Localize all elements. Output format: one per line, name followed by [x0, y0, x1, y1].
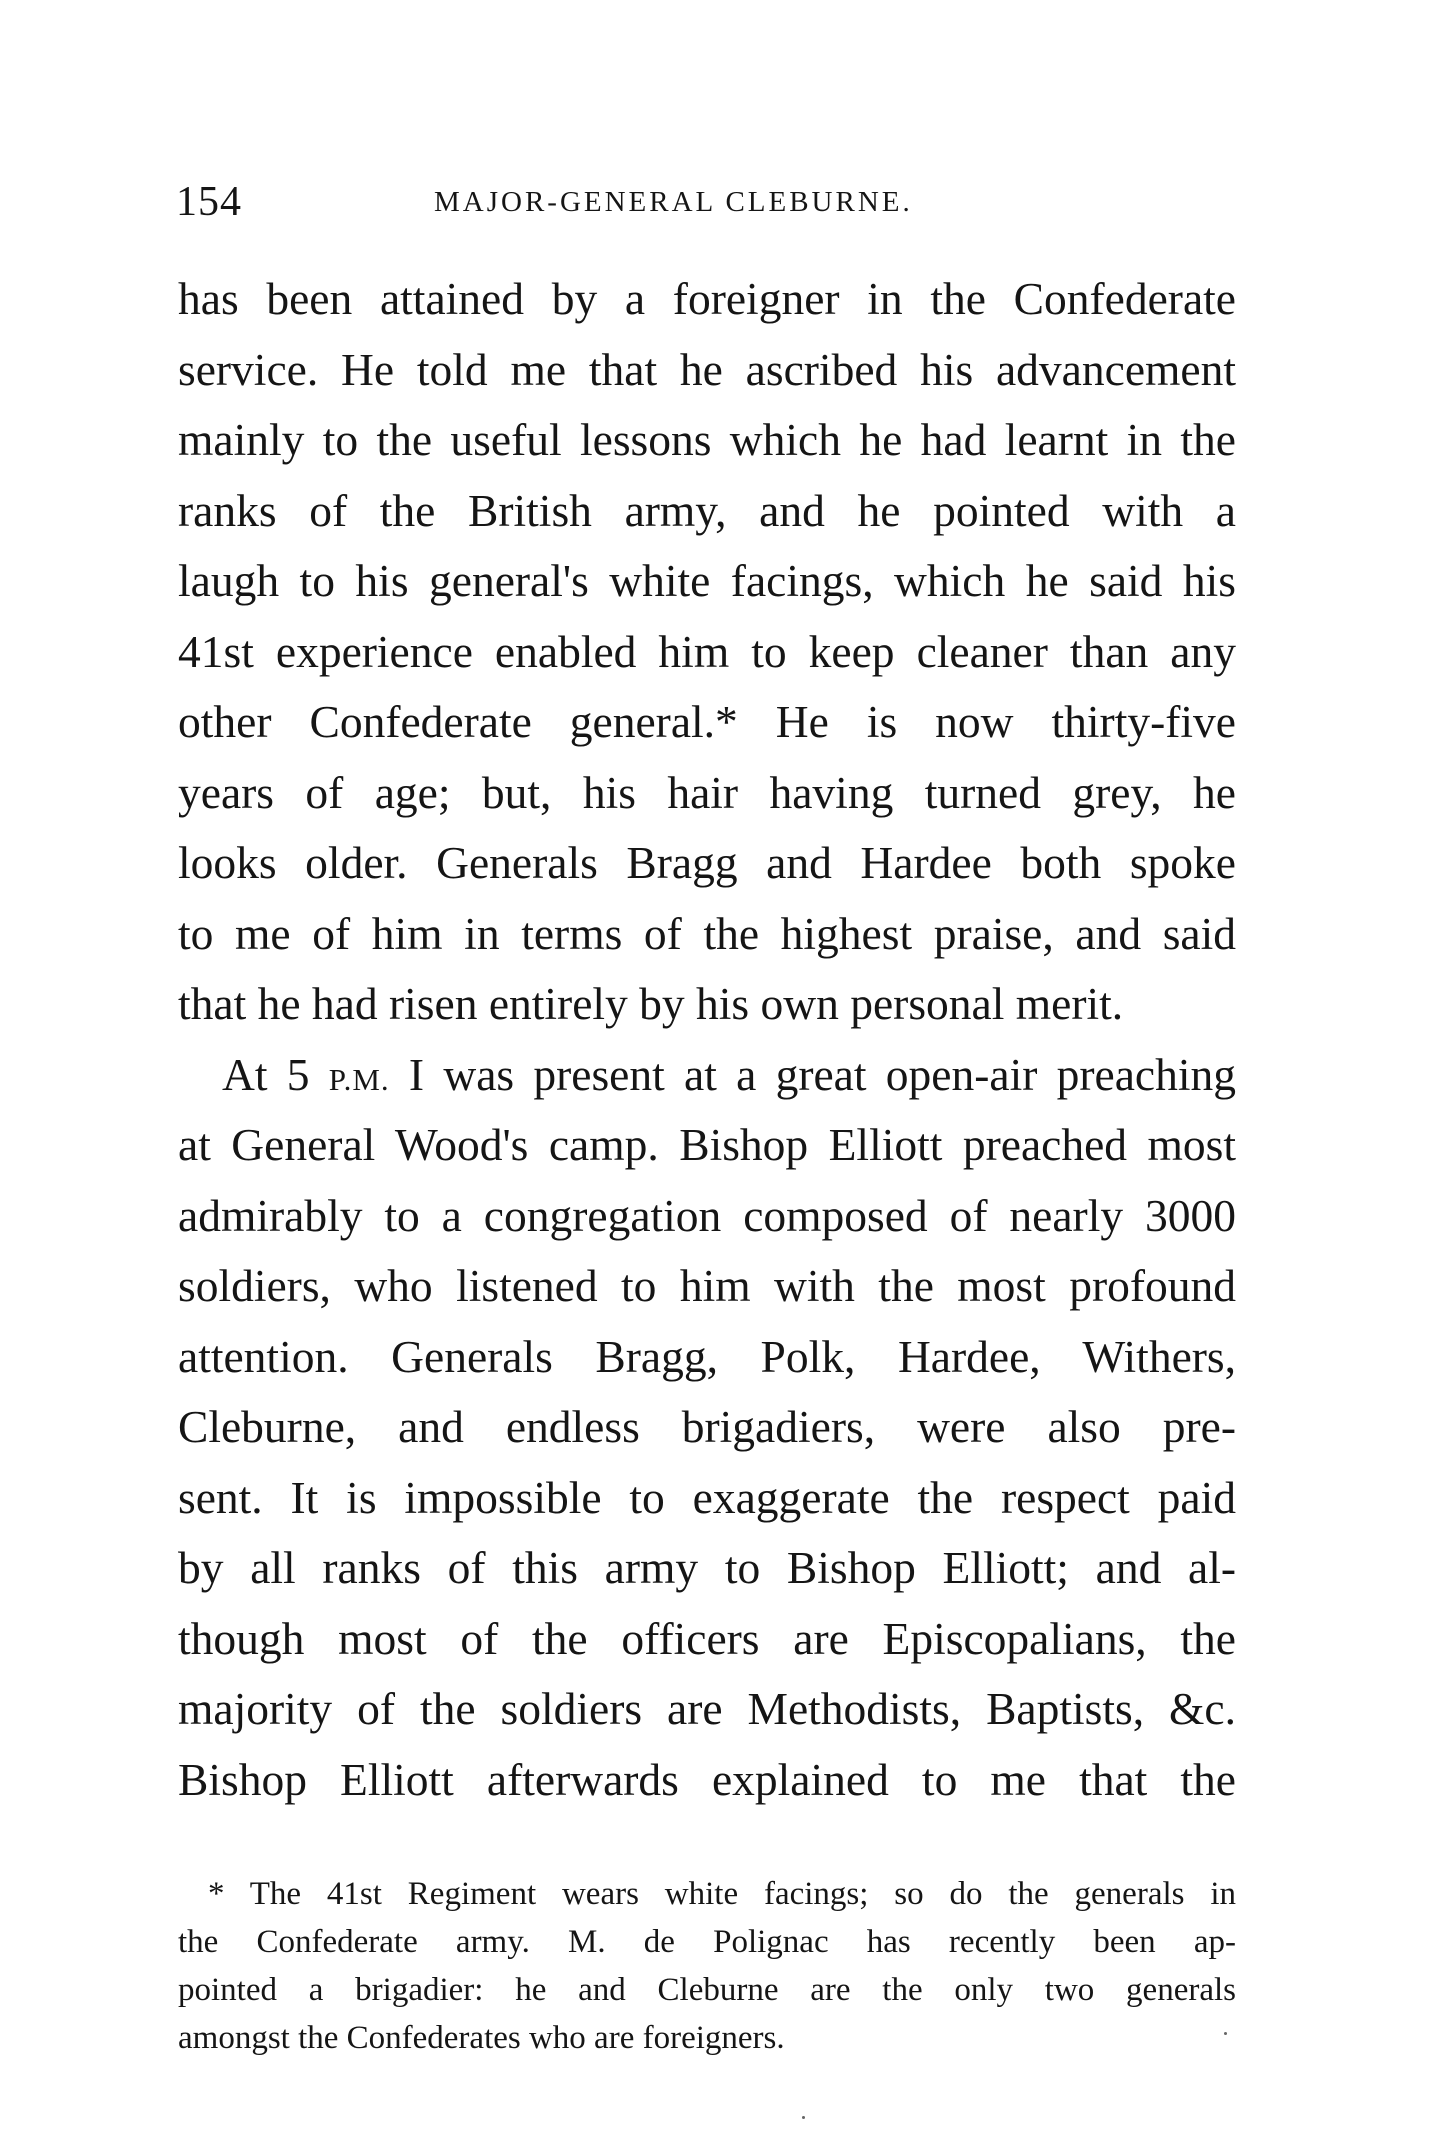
text-line: soldiers, who listened to him with the most profound	[178, 1260, 1236, 1311]
footnote-line: amongst the Confederates who are foreigners.	[178, 2020, 785, 2056]
footnote-line: pointed a brigadier: he and Cleburne are the only two generals	[178, 1972, 1236, 2008]
scan-speck	[802, 2116, 805, 2119]
text-line: majority of the soldiers are Methodists, Baptists, &c.	[178, 1683, 1236, 1734]
text-line: has been attained by a foreigner in the Confederate	[178, 273, 1236, 324]
text-line: laugh to his general's white facings, which he said his	[178, 555, 1236, 606]
page-number: 154	[176, 179, 242, 225]
text-line: service. He told me that he ascribed his advancement	[178, 343, 1236, 395]
text-line: though most of the officers are Episcopalians, the	[178, 1612, 1236, 1664]
page-header	[176, 178, 1236, 238]
scan-speck	[1224, 2032, 1227, 2035]
text-line: Bishop Elliott afterwards explained to me that the	[178, 1753, 1236, 1805]
footnote-line: the Confederate army. M. de Polignac has recently been ap-	[178, 1924, 1236, 1960]
footnote-line: * The 41st Regiment wears white facings; so do the generals in	[208, 1876, 1236, 1912]
text-line: by all ranks of this army to Bishop Elliott; and al-	[178, 1542, 1236, 1593]
time-smallcaps: P.M.	[328, 1061, 390, 1097]
text-line: other Confederate general.* He is now thirty-five	[178, 696, 1236, 747]
footnote	[178, 1870, 1236, 2062]
text-line: ranks of the British army, and he pointed with a	[178, 484, 1236, 536]
main-text	[178, 264, 1236, 1815]
text-fragment: At 5	[222, 1048, 329, 1100]
running-head: MAJOR-GENERAL CLEBURNE.	[434, 186, 913, 218]
text-line: sent. It is impossible to exaggerate the respect paid	[178, 1471, 1236, 1523]
text-line: to me of him in terms of the highest praise, and said	[178, 907, 1236, 959]
text-line: that he had risen entirely by his own personal merit.	[178, 978, 1124, 1029]
text-line: mainly to the useful lessons which he had learnt in the	[178, 414, 1236, 465]
text-fragment: I was present at a great open-air preaching	[389, 1048, 1236, 1100]
text-line: at General Wood's camp. Bishop Elliott preached most	[178, 1119, 1236, 1170]
text-line: 41st experience enabled him to keep cleaner than any	[178, 625, 1236, 677]
text-line: admirably to a congregation composed of nearly 3000	[178, 1189, 1236, 1241]
text-line: looks older. Generals Bragg and Hardee both spoke	[178, 837, 1236, 888]
text-line: attention. Generals Bragg, Polk, Hardee, Withers,	[178, 1330, 1236, 1382]
text-line: Cleburne, and endless brigadiers, were also pre-	[178, 1401, 1236, 1452]
paragraph-first-line	[178, 1040, 1236, 1111]
text-line: years of age; but, his hair having turned grey, he	[178, 766, 1236, 818]
